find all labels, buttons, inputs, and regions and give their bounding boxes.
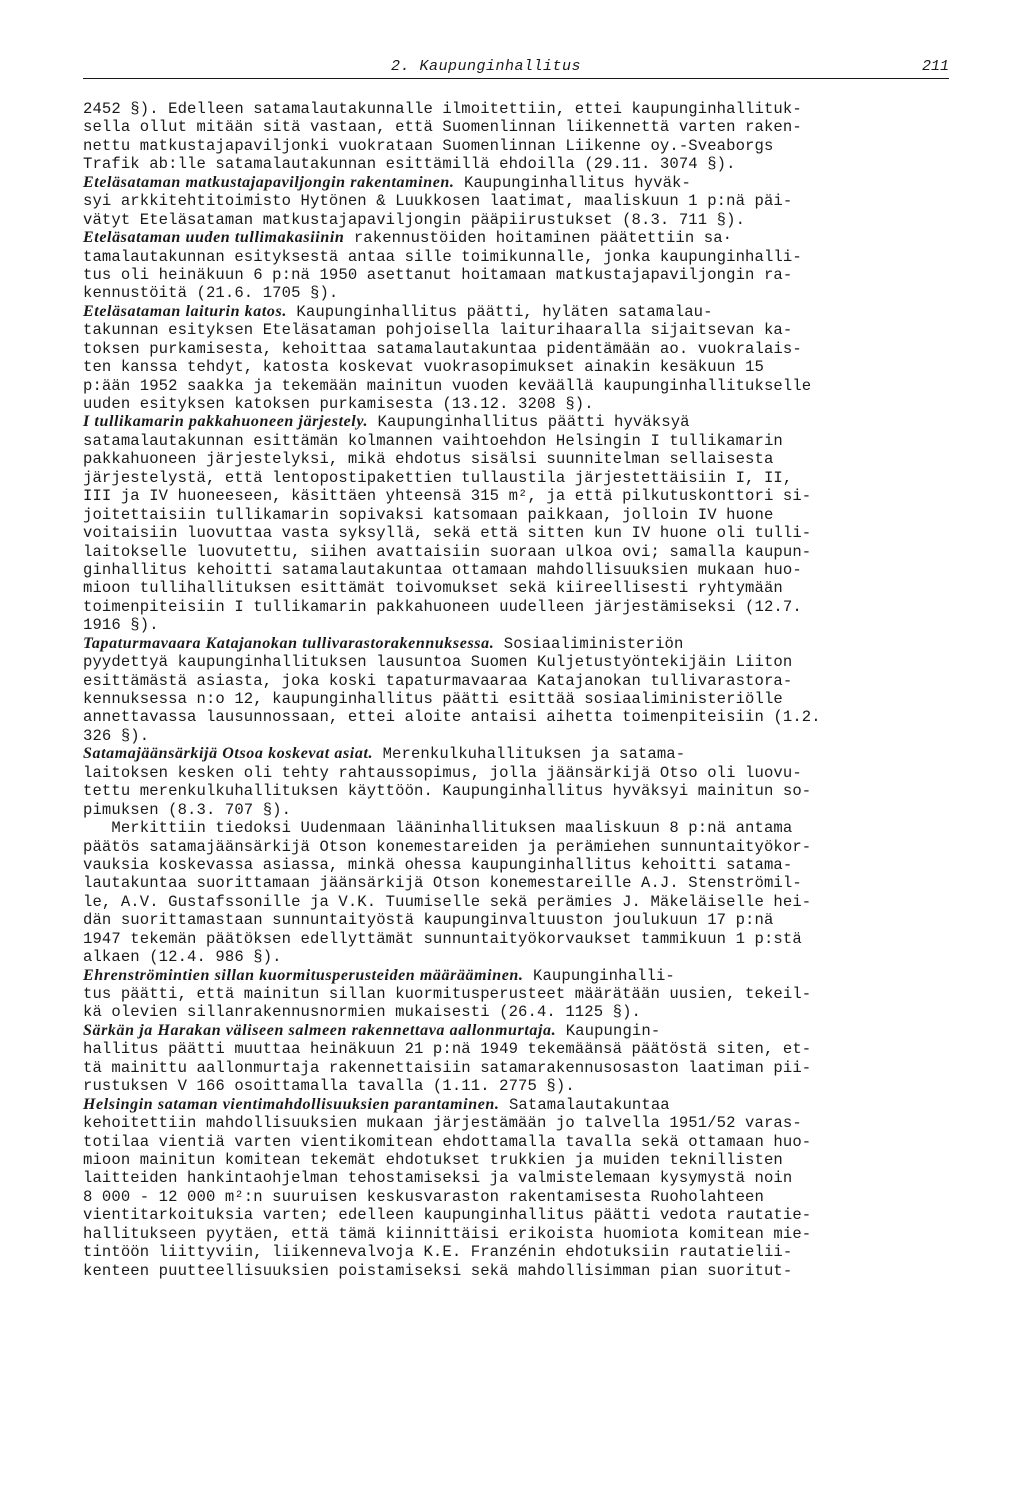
body-text: dän suorittamastaan sunnuntaityöstä kaupunginvaltuuston joulukuun 17 p:nä (83, 911, 774, 930)
body-text: 2452 §). Edelleen satamalautakunnalle ilmoitettiin, ettei kaupunginhallituk- (83, 100, 802, 118)
text-line (83, 598, 957, 616)
body-text: lautakuntaa suorittamaan jäänsärkijä Otson konemestareille A.J. Stenströmil- (83, 874, 802, 893)
text-line (83, 985, 957, 1003)
text-line (83, 1022, 957, 1040)
document-body (83, 100, 957, 1280)
body-text: Kaupunginhallitus hyväk- (454, 173, 691, 192)
text-line (83, 893, 957, 911)
body-text: toksen purkamisesta, kehoittaa satamalautakuntaa pidentämään ao. vuokralais- (83, 339, 802, 358)
body-text: Merkittiin tiedoksi Uudenmaan lääninhallituksen maaliskuun 8 p:nä antama (83, 819, 793, 838)
text-line (83, 229, 957, 247)
text-line (83, 616, 957, 634)
body-text: Kaupunginhalli- (523, 966, 675, 985)
body-text: takunnan esityksen Eteläsataman pohjoisella laiturihaaralla sijaitsevan ka- (83, 321, 793, 340)
text-line (83, 1077, 957, 1095)
text-line (83, 1114, 957, 1132)
text-line (83, 192, 957, 210)
body-text: tintöön liittyviin, liikennevalvoja K.E. Franzénin ehdotuksiin rautatielii- (83, 1243, 793, 1262)
text-line (83, 543, 957, 561)
body-text: ten kanssa tehdyt, katosta koskevat vuokrasopimukset ainakin kesäkuun 15 (83, 358, 764, 377)
body-text: vauksia koskevassa asiassa, minkä ohessa kaupunginhallitus kehoitti satama- (83, 855, 793, 874)
text-line (83, 782, 957, 800)
text-line (83, 561, 957, 579)
body-text: annettavassa lausunnossaan, ettei aloite antaisi aihetta toimenpiteisiin (1.2. (83, 708, 821, 727)
section-heading: Eteläsataman uuden tullimakasiinin (83, 229, 345, 247)
body-text: satamalautakunnan esittämän kolmannen vaihtoehdon Helsingin I tullikamarin (83, 431, 783, 450)
body-text: laitteiden hankintaohjelman tehostamiseksi ja valmistelemaan kysymystä noin (83, 1169, 793, 1188)
body-text: hallitukseen pyytäen, että tämä kiinnittäisi erikoista huomiota komitean mie- (83, 1224, 812, 1243)
body-text: laitokselle luovutettu, siihen avattaisiin suoraan ulkoa ovi; samalla kaupun- (83, 542, 812, 561)
body-text: Kaupunginhallitus päätti hyväksyä (368, 413, 690, 432)
text-line (83, 377, 957, 395)
section-heading: I tullikamarin pakkahuoneen järjestely. (83, 413, 369, 431)
text-line (83, 967, 957, 985)
body-text: Satamalautakuntaa (499, 1095, 670, 1114)
text-line (83, 1096, 957, 1114)
body-text: pakkahuoneen järjestelyksi, mikä ehdotus sisälsi suunnitelman sellaisesta (83, 450, 774, 469)
body-text: järjestelystä, että lentopostipakettien tullaustila järjestettäisiin I, II, (83, 468, 793, 487)
text-line (83, 524, 957, 542)
text-line (83, 413, 957, 431)
body-text: Kaupungin- (556, 1021, 661, 1040)
body-text: sella ollut mitään sitä vastaan, että Suomenlinnan liikennettä varten raken- (83, 118, 802, 137)
page-number: 211 (921, 58, 949, 75)
body-text: III ja IV huoneeseen, käsittäen yhteensä 315 m², ja että pilkutuskonttori si- (83, 487, 812, 506)
text-line (83, 487, 957, 505)
text-line (83, 948, 957, 966)
body-text: alkaen (12.4. 986 §). (83, 948, 282, 967)
body-text: tettu merenkulkuhallituksen käyttöön. Kaupunginhallitus hyväksyi mainitun so- (83, 782, 812, 801)
body-text: 1947 tekemän päätöksen edellyttämät sunnuntaityökorvaukset tammikuun 1 p:stä (83, 929, 802, 948)
body-text: Kaupunginhallitus päätti, hyläten satamalau- (286, 302, 713, 321)
running-title: 2. Kaupunginhallitus (391, 58, 582, 75)
text-line (83, 856, 957, 874)
text-line (83, 284, 957, 302)
body-text: tus oli heinäkuun 6 p:nä 1950 asettanut hoitamaan matkustajapaviljongin ra- (83, 265, 793, 284)
text-line (83, 1169, 957, 1187)
body-text: voitaisiin luovuttaa vasta syksyllä, sekä että sitten kun IV huone oli tulli- (83, 524, 812, 543)
text-line (83, 764, 957, 782)
body-text: rustuksen V 166 osoittamalla tavalla (1.11. 2775 §). (83, 1077, 575, 1096)
body-text: tus päätti, että mainitun sillan kuormitusperusteet määrätään uusien, tekeil- (83, 985, 812, 1003)
body-text: tamalautakunnan esityksestä antaa sille toimikunnalle, jonka kaupunginhalli- (83, 247, 802, 266)
body-text: uuden esityksen katoksen purkamisesta (13.12. 3208 §). (83, 395, 594, 413)
text-line (83, 1188, 957, 1206)
text-line (83, 1206, 957, 1224)
body-text: Trafik ab:lle satamalautakunnan esittämillä ehdoilla (29.11. 3074 §). (83, 155, 736, 174)
body-text: 1916 §). (83, 616, 159, 635)
text-line (83, 1151, 957, 1169)
body-text: Merenkulkuhallituksen ja satama- (373, 745, 686, 764)
text-line (83, 930, 957, 948)
text-line (83, 1040, 957, 1058)
text-line (83, 838, 957, 856)
body-text: laitoksen kesken oli tehty rahtaussopimus, jolla jäänsärkijä Otso oli luovu- (83, 763, 802, 782)
text-line (83, 395, 957, 413)
body-text: päätös satamajäänsärkijä Otson konemestareiden ja perämiehen sunnuntaityökor- (83, 837, 812, 856)
text-line (83, 1133, 957, 1151)
section-heading: Ehrenströmintien sillan kuormitusperusteiden määrääminen. (83, 966, 524, 984)
text-line (83, 211, 957, 229)
text-line (83, 579, 957, 597)
body-text: 326 §). (83, 726, 150, 745)
text-line (83, 100, 957, 118)
text-line (83, 137, 957, 155)
text-line (83, 727, 957, 745)
text-line (83, 801, 957, 819)
body-text: Sosiaaliministeriön (494, 634, 684, 653)
text-line (83, 450, 957, 468)
body-text: mioon mainitun komitean tekemät ehdotukset trukkien ja muiden teknillisten (83, 1150, 783, 1169)
section-heading: Särkän ja Harakan väliseen salmeen rakennettava aallonmurtaja. (83, 1021, 557, 1039)
body-text: joitettaisiin tullikamarin sopivaksi katsomaan paikkaan, jolloin IV huone (83, 505, 774, 524)
text-line (83, 819, 957, 837)
text-line (83, 1003, 957, 1021)
section-heading: Tapaturmavaara Katajanokan tullivarastorakennuksessa. (83, 634, 495, 652)
text-line (83, 469, 957, 487)
text-line (83, 266, 957, 284)
text-line (83, 1059, 957, 1077)
body-text: toimenpiteisiin I tullikamarin pakkahuoneen uudelleen järjestämiseksi (12.7. (83, 597, 802, 616)
body-text: kehoitettiin mahdollisuuksien mukaan järjestämään jo talvella 1951/52 varas- (83, 1114, 802, 1133)
text-line (83, 911, 957, 929)
section-heading: Satamajäänsärkijä Otsoa koskevat asiat. (83, 745, 374, 763)
text-line (83, 653, 957, 671)
body-text: vätyt Eteläsataman matkustajapaviljongin pääpiirustukset (8.3. 711 §). (83, 210, 746, 229)
body-text: vientitarkoituksia varten; edelleen kaupunginhallitus päätti vedota rautatie- (83, 1206, 812, 1225)
text-line (83, 340, 957, 358)
text-line (83, 874, 957, 892)
text-line (83, 672, 957, 690)
body-text: pyydettyä kaupunginhallituksen lausuntoa Suomen Kuljetustyöntekijäin Liiton (83, 653, 793, 672)
body-text: mioon tullihallituksen esittämät toivomukset sekä kiireellisesti ryhtymään (83, 579, 783, 598)
text-line (83, 174, 957, 192)
body-text: totilaa vientiä varten vientikomitean ehdottamalla tavalla sekä ottamaan huo- (83, 1132, 812, 1151)
text-line (83, 248, 957, 266)
section-heading: Eteläsataman matkustajapaviljongin rakentaminen. (83, 173, 455, 191)
body-text: tä mainittu aallonmurtaja rakennettaisiin satamarakennusosaston laatiman pii- (83, 1058, 812, 1077)
text-line (83, 358, 957, 376)
text-line (83, 118, 957, 136)
body-text: le, A.V. Gustafssonille ja V.K. Tuumiselle sekä perämies J. Mäkeläiselle hei- (83, 892, 812, 911)
body-text: nettu matkustajapaviljonki vuokrataan Suomenlinnan Liikenne oy.-Sveaborgs (83, 136, 774, 155)
body-text: p:ään 1952 saakka ja tekemään mainitun vuoden keväällä kaupunginhallitukselle (83, 376, 812, 395)
body-text: pimuksen (8.3. 707 §). (83, 800, 292, 819)
body-text: kä olevien sillanrakennusnormien mukaisesti (26.4. 1125 §). (83, 1003, 642, 1022)
text-line (83, 1225, 957, 1243)
page-header (83, 56, 949, 79)
text-line (83, 155, 957, 173)
body-text: syi arkkitehtitoimisto Hytönen & Luukkosen laatimat, maaliskuun 1 p:nä päi- (83, 192, 793, 211)
body-text: esittämästä asiasta, joka koski tapaturmavaaraa Katajanokan tullivarastora- (83, 671, 793, 690)
section-heading: Eteläsataman laiturin katos. (83, 302, 287, 320)
body-text: 8 000 - 12 000 m²:n suuruisen keskusvaraston rakentamisesta Ruoholahteen (83, 1187, 764, 1206)
text-line (83, 1243, 957, 1261)
text-line (83, 708, 957, 726)
text-line (83, 690, 957, 708)
text-line (83, 506, 957, 524)
body-text: kennuksessa n:o 12, kaupunginhallitus päätti esittää sosiaaliministeriölle (83, 690, 783, 708)
text-line (83, 745, 957, 763)
text-line (83, 432, 957, 450)
body-text: ginhallitus kehoitti satamalautakuntaa ottamaan mahdollisuuksien mukaan huo- (83, 560, 802, 579)
body-text: rakennustöiden hoitaminen päätettiin sa· (344, 229, 733, 248)
body-text: kenteen puutteellisuuksien poistamiseksi sekä mahdollisimman pian suoritut- (83, 1261, 793, 1280)
section-heading: Helsingin sataman vientimahdollisuuksien parantaminen. (83, 1095, 500, 1113)
text-line (83, 635, 957, 653)
text-line (83, 321, 957, 339)
text-line (83, 1262, 957, 1280)
body-text: kennustöitä (21.6. 1705 §). (83, 284, 339, 303)
text-line (83, 303, 957, 321)
body-text: hallitus päätti muuttaa heinäkuun 21 p:nä 1949 tekemäänsä päätöstä siten, et- (83, 1040, 812, 1059)
